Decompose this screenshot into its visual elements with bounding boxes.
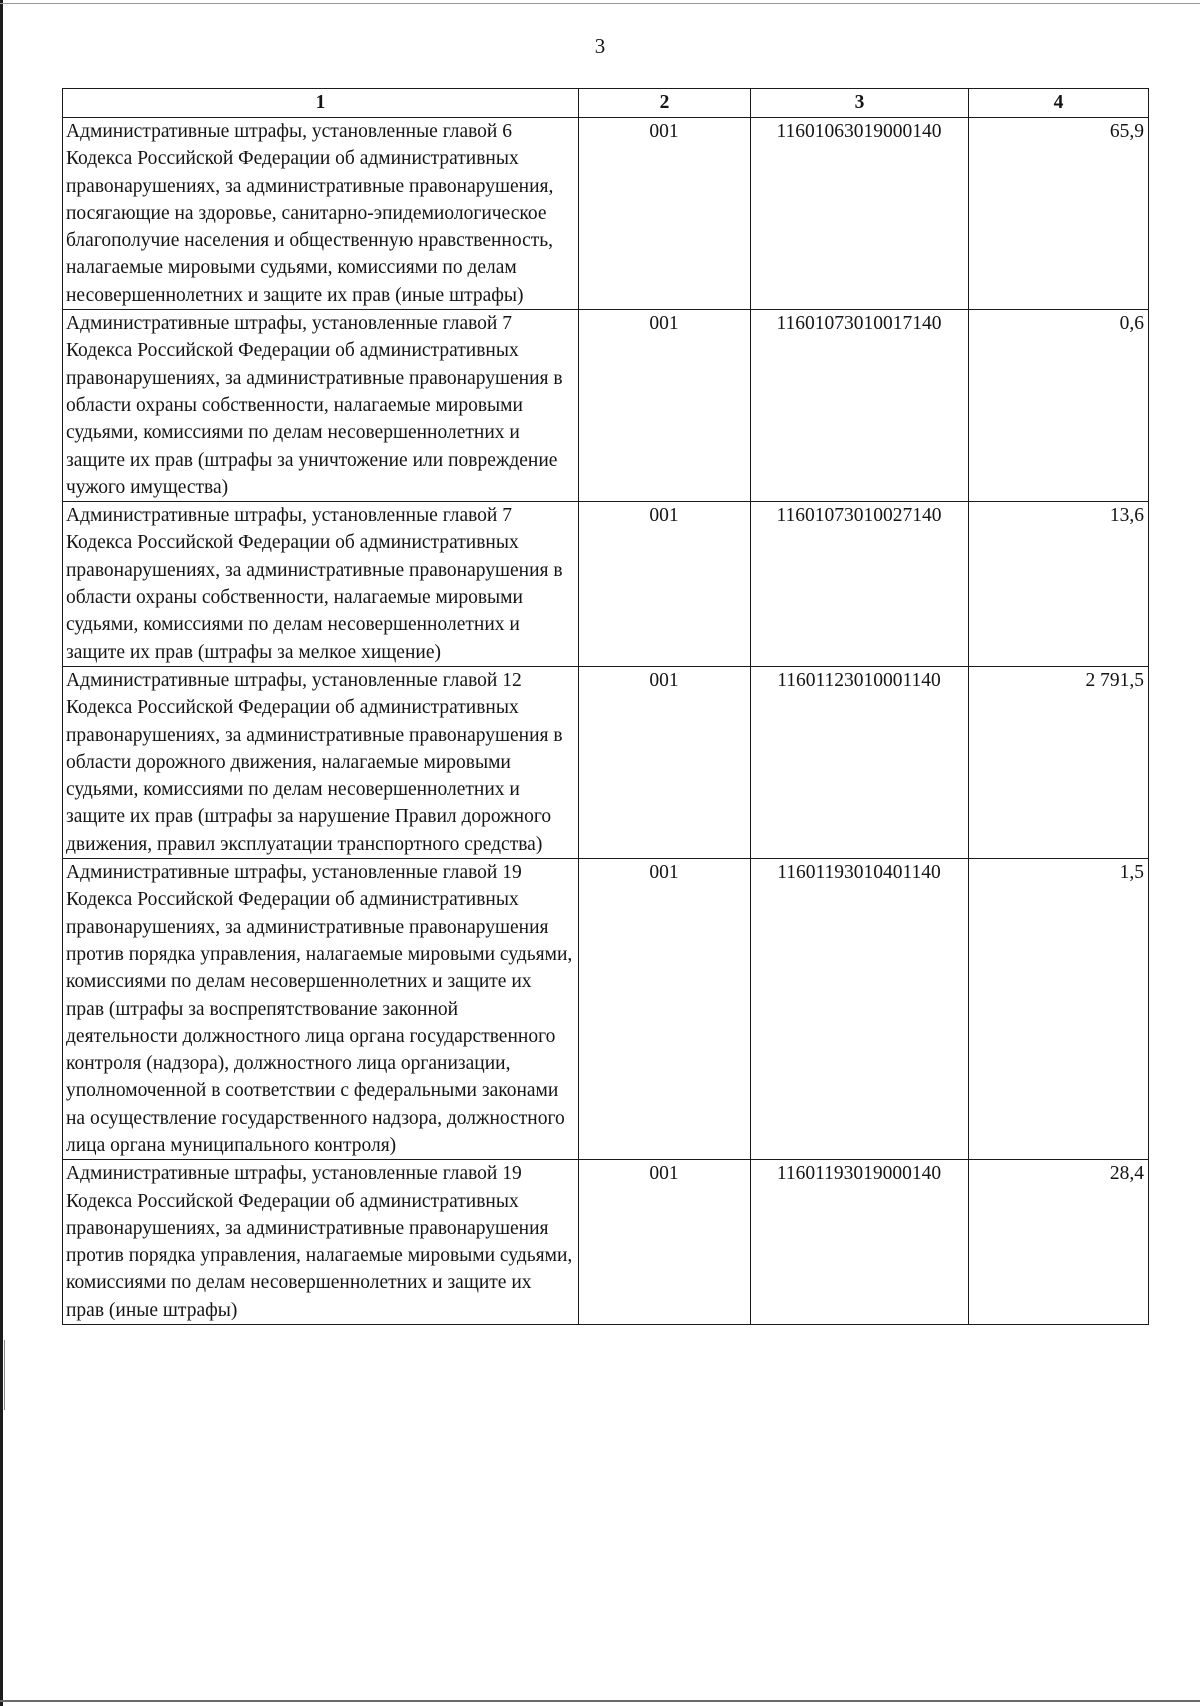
- row-description: Административные штрафы, установленные главой 7 Кодекса Российской Федерации об административных правонарушениях, за административные правонарушения в области охраны собственности, налагаемые мировыми судьями, комиссиями по делам несовершеннолетних и защите их прав (штрафы за мелкое хищение): [63, 502, 579, 667]
- table-body: [63, 118, 1149, 1325]
- row-admin-code: 001: [579, 502, 751, 667]
- header-col-3: 3: [751, 89, 969, 118]
- row-description: Административные штрафы, установленные главой 6 Кодекса Российской Федерации об административных правонарушениях, за административные правонарушения, посягающие на здоровье, санитарно-эпидемиологическое благополучие населения и общественную нравственность, налагаемые мировыми судьями, комиссиями по делам несовершеннолетних и защите их прав (иные штрафы): [63, 118, 579, 310]
- row-budget-code: 11601063019000140: [751, 118, 969, 310]
- header-col-4: 4: [969, 89, 1149, 118]
- table-row: [63, 310, 1149, 502]
- page-number: 3: [594, 34, 606, 58]
- row-amount: 28,4: [969, 1160, 1149, 1325]
- table-row: [63, 666, 1149, 858]
- header-col-1: 1: [63, 89, 579, 118]
- fines-table: [62, 88, 1149, 1325]
- row-budget-code: 11601073010017140: [751, 310, 969, 502]
- scan-edge-left: [0, 0, 3, 1706]
- row-budget-code: 11601123010001140: [751, 666, 969, 858]
- row-admin-code: 001: [579, 859, 751, 1160]
- table-row: [63, 1160, 1149, 1325]
- row-amount: 13,6: [969, 502, 1149, 667]
- row-amount: 0,6: [969, 310, 1149, 502]
- table-row: [63, 118, 1149, 310]
- row-admin-code: 001: [579, 310, 751, 502]
- scan-mark: [4, 1340, 5, 1410]
- row-description: Административные штрафы, установленные главой 7 Кодекса Российской Федерации об административных правонарушениях, за административные правонарушения в области охраны собственности, налагаемые мировыми судьями, комиссиями по делам несовершеннолетних и защите их прав (штрафы за уничтожение или повреждение чужого имущества): [63, 310, 579, 502]
- header-row: [63, 89, 1149, 118]
- row-budget-code: 11601073010027140: [751, 502, 969, 667]
- table-row: [63, 859, 1149, 1160]
- row-description: Административные штрафы, установленные главой 19 Кодекса Российской Федерации об административных правонарушениях, за административные правонарушения против порядка управления, налагаемые мировыми судьями, комиссиями по делам несовершеннолетних и защите их прав (штрафы за воспрепятствование законной деятельности должностного лица органа государственного контроля (надзора), должностного лица организации, уполномоченной в соответствии с федеральными законами на осуществление государственного надзора, должностного лица органа муниципального контроля): [63, 859, 579, 1160]
- row-admin-code: 001: [579, 1160, 751, 1325]
- table-row: [63, 502, 1149, 667]
- scan-edge-top: [0, 3, 1200, 4]
- row-amount: 65,9: [969, 118, 1149, 310]
- header-col-2: 2: [579, 89, 751, 118]
- table-header: [63, 89, 1149, 118]
- row-budget-code: 11601193019000140: [751, 1160, 969, 1325]
- row-description: Административные штрафы, установленные главой 12 Кодекса Российской Федерации об административных правонарушениях, за административные правонарушения в области дорожного движения, налагаемые мировыми судьями, комиссиями по делам несовершеннолетних и защите их прав (штрафы за нарушение Правил дорожного движения, правил эксплуатации транспортного средства): [63, 666, 579, 858]
- row-budget-code: 11601193010401140: [751, 859, 969, 1160]
- row-amount: 2 791,5: [969, 666, 1149, 858]
- row-admin-code: 001: [579, 666, 751, 858]
- row-amount: 1,5: [969, 859, 1149, 1160]
- scan-edge-bottom: [0, 1700, 1200, 1702]
- row-admin-code: 001: [579, 118, 751, 310]
- row-description: Административные штрафы, установленные главой 19 Кодекса Российской Федерации об административных правонарушениях, за административные правонарушения против порядка управления, налагаемые мировыми судьями, комиссиями по делам несовершеннолетних и защите их прав (иные штрафы): [63, 1160, 579, 1325]
